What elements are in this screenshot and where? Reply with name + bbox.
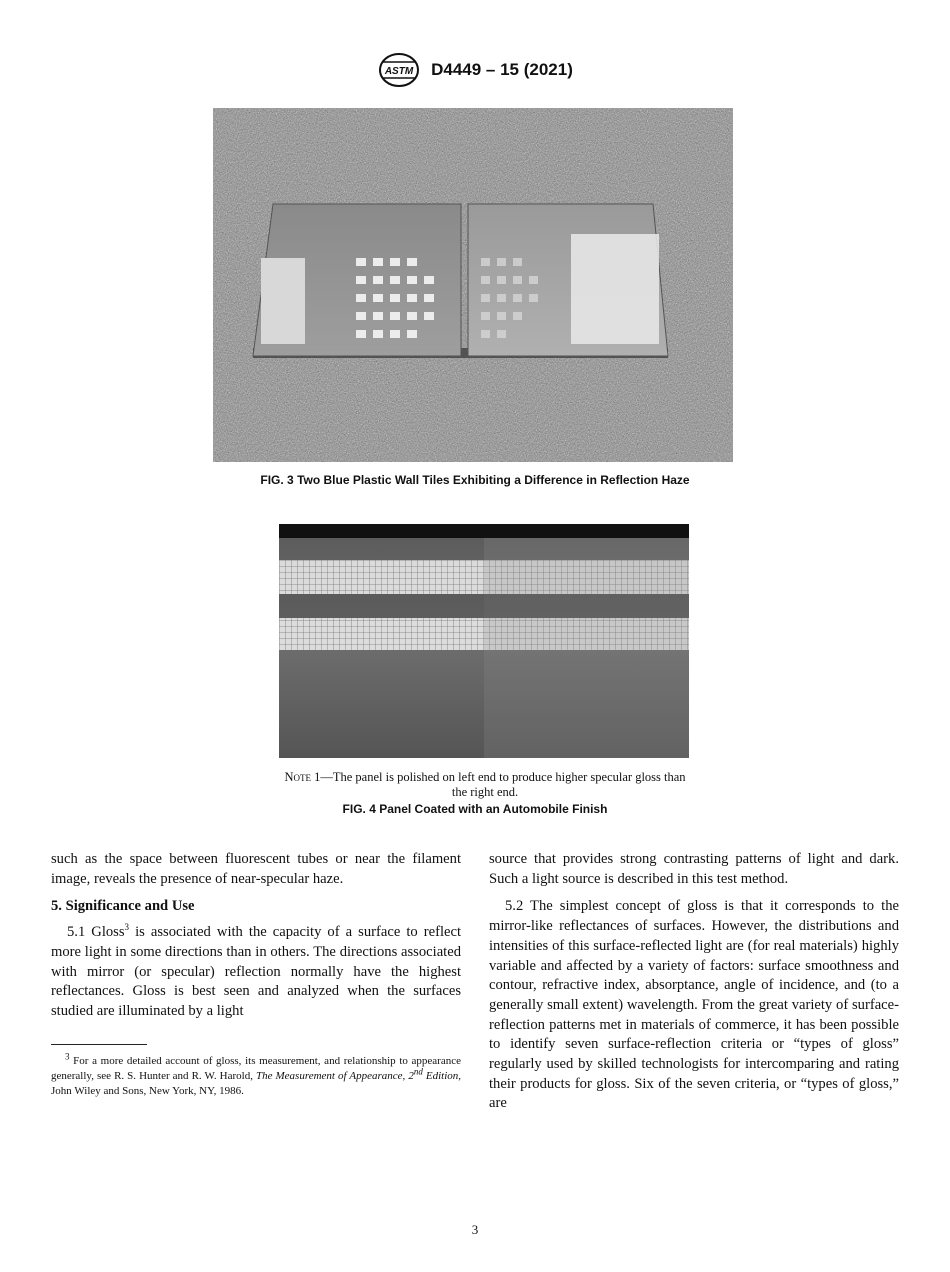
book-title: The Measurement of Appearance, 2nd Edition bbox=[255, 1066, 459, 1082]
note-text: 1—The panel is polished on left end to produce higher specular gloss than the right end. bbox=[310, 770, 686, 799]
document-designation: D4449 – 15 (2021) bbox=[431, 60, 573, 79]
figure-3-caption: FIG. 3 Two Blue Plastic Wall Tiles Exhibiting a Difference in Reflection Haze bbox=[260, 473, 690, 487]
paragraph-5-1: 5.1 Gloss$^3$ is associated with the capacity of a surface to reflect more light in some directions than in others. The directions associated with mirror (or specular) reflection normally have the highest reflectances. Gloss is best seen and analyzed when the surfaces studied are illuminated by a light bbox=[51, 922, 462, 1019]
figure-4-photo bbox=[279, 524, 689, 758]
astm-logo-icon bbox=[377, 52, 421, 88]
figure-4-caption: FIG. 4 Panel Coated with an Automobile Finish bbox=[342, 802, 608, 816]
paragraph-5-2: 5.2 The simplest concept of gloss is that it corresponds to the mirror-like reflectances of surfaces. However, the distributions and intensities of this surface-reflected light are (for real materials) highly variable and affected by a variety of factors: surface smoothness and contour, refractive index, absorptance, angle of incidence, and (to a generally small extent) wavelength. From the great variety of surface-reflection patterns met in materials of commerce, it has been possible to identify seven surface-reflection criteria or “types of gloss” regularly used by skilled technologists for intercomparing and rating their products for gloss. Six of the seven criteria, or “types of gloss,” are bbox=[489, 898, 899, 1112]
footnote-mark: 3 bbox=[65, 1051, 70, 1062]
footnote: $^3$ For a more detailed account of gloss, its measurement, and relationship to appearance generally, see R. S. Hunter and R. W. Harold, The Measurement of Appearance, 2nd Edition, John Wiley and Sons, New York, NY, 1986. bbox=[51, 1051, 461, 1097]
footnote-divider bbox=[51, 1044, 147, 1045]
figure-4-note bbox=[280, 770, 690, 800]
note-label: Note bbox=[284, 770, 311, 784]
footnote-reference: 3 bbox=[124, 922, 130, 933]
svg-text:ASTM: ASTM bbox=[384, 66, 414, 77]
figure-3-photo bbox=[213, 108, 733, 462]
left-column bbox=[51, 850, 461, 1030]
page-header bbox=[0, 52, 950, 88]
right-column bbox=[489, 850, 899, 1122]
page-number: 3 bbox=[471, 1222, 479, 1237]
section-heading: 5. Significance and Use bbox=[51, 898, 195, 915]
paragraph-continued: such as the space between fluorescent tubes or near the filament image, reveals the presence of near-specular haze. bbox=[51, 851, 461, 887]
paragraph-continued-right: source that provides strong contrasting patterns of light and dark. Such a light source is described in this test method. bbox=[489, 851, 899, 887]
